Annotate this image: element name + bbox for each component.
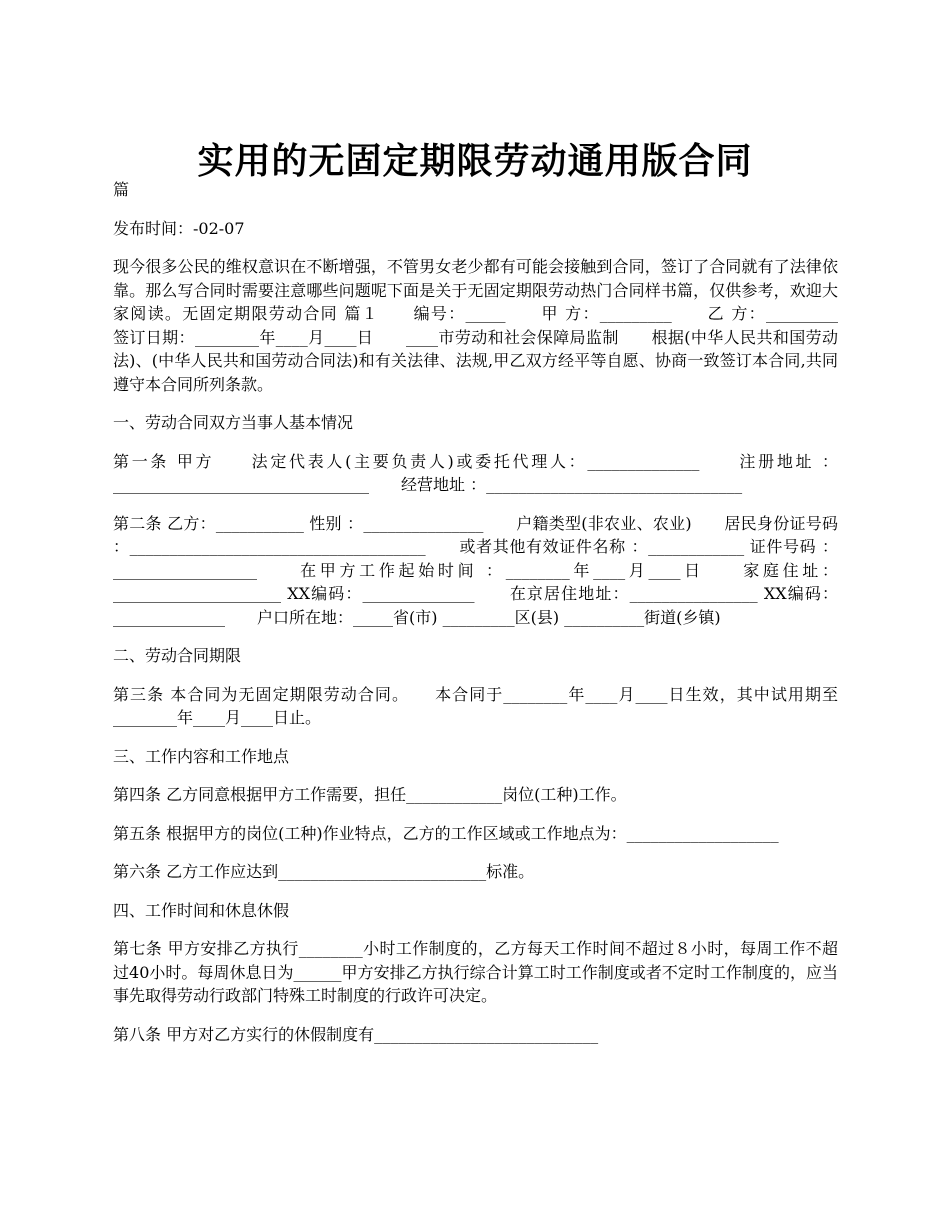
paragraph-publish-date: 发布时间：-02-07 bbox=[113, 218, 245, 238]
document-body bbox=[113, 178, 871, 1061]
article-4: 第四条 乙方同意根据甲方工作需要，担任____________岗位(工种)工作。 bbox=[113, 785, 627, 804]
article-2: 第二条 乙方：___________ 性别 ：_______________ 户籍类型(非农业、农业) 居民身份证号码 ：_____________________________________ 或者其他有效证件名称 ：____________ 证件号码 ：__________________ 在甲方工作起始时间 ：________年____月____日 家庭住址：_____________________ XX编码：______________ 在京居住地址：________________ XX编码：______________ 户口所在地：_____省(市) _________区(县) __________街道(乡镇) bbox=[113, 513, 838, 627]
paragraph-section-count: 篇 bbox=[113, 180, 130, 199]
heading-section-1: 一、劳动合同双方当事人基本情况 bbox=[113, 413, 354, 432]
heading-section-3: 三、工作内容和工作地点 bbox=[113, 746, 290, 766]
article-1: 第一条 甲方 法定代表人(主要负责人)或委托代理人：______________ 注册地址 ：________________________________ 经营地址 ：________________________________ bbox=[113, 451, 838, 494]
article-7: 第七条 甲方安排乙方执行________小时工作制度的，乙方每天工作时间不超过８小时，每周工作不超过40小时。每周休息日为______甲方安排乙方执行综合计算工时工作制度或者不定时工作制度的，应当事先取得劳动行政部门特殊工时制度的行政许可决定。 bbox=[113, 939, 838, 1005]
article-5: 第五条 根据甲方的岗位(工种)作业特点，乙方的工作区域或工作地点为：___________________ bbox=[113, 823, 779, 843]
paragraph-intro: 现今很多公民的维权意识在不断增强，不管男女老少都有可能会接触到合同，签订了合同就有了法律依靠。那么写合同时需要注意哪些问题呢下面是关于无固定期限劳动热门合同样书篇，仅供参考，欢迎大家阅读。无固定期限劳动合同 篇１ 编号：_____ 甲 方：_________ 乙 方：_________ 签订日期：________年____月____日 ____市劳动和社会保障局监制 根据(中华人民共和国劳动法)、(中华人民共和国劳动合同法)和有关法律、法规,甲乙双方经平等自愿、协商一致签订本合同,共同遵守本合同所列条款。 bbox=[113, 257, 871, 394]
article-3: 第三条 本合同为无固定期限劳动合同。 本合同于________年____月____日生效，其中试用期至________年____月____日止。 bbox=[113, 684, 838, 727]
article-8: 第八条 甲方对乙方实行的休假制度有____________________________ bbox=[113, 1024, 599, 1044]
article-6: 第六条 乙方工作应达到__________________________标准。 bbox=[113, 862, 535, 881]
heading-section-2: 二、劳动合同期限 bbox=[113, 646, 242, 665]
heading-section-4: 四、工作时间和休息休假 bbox=[113, 900, 290, 920]
document-title: 实用的无固定期限劳动通用版合同 bbox=[197, 140, 753, 183]
